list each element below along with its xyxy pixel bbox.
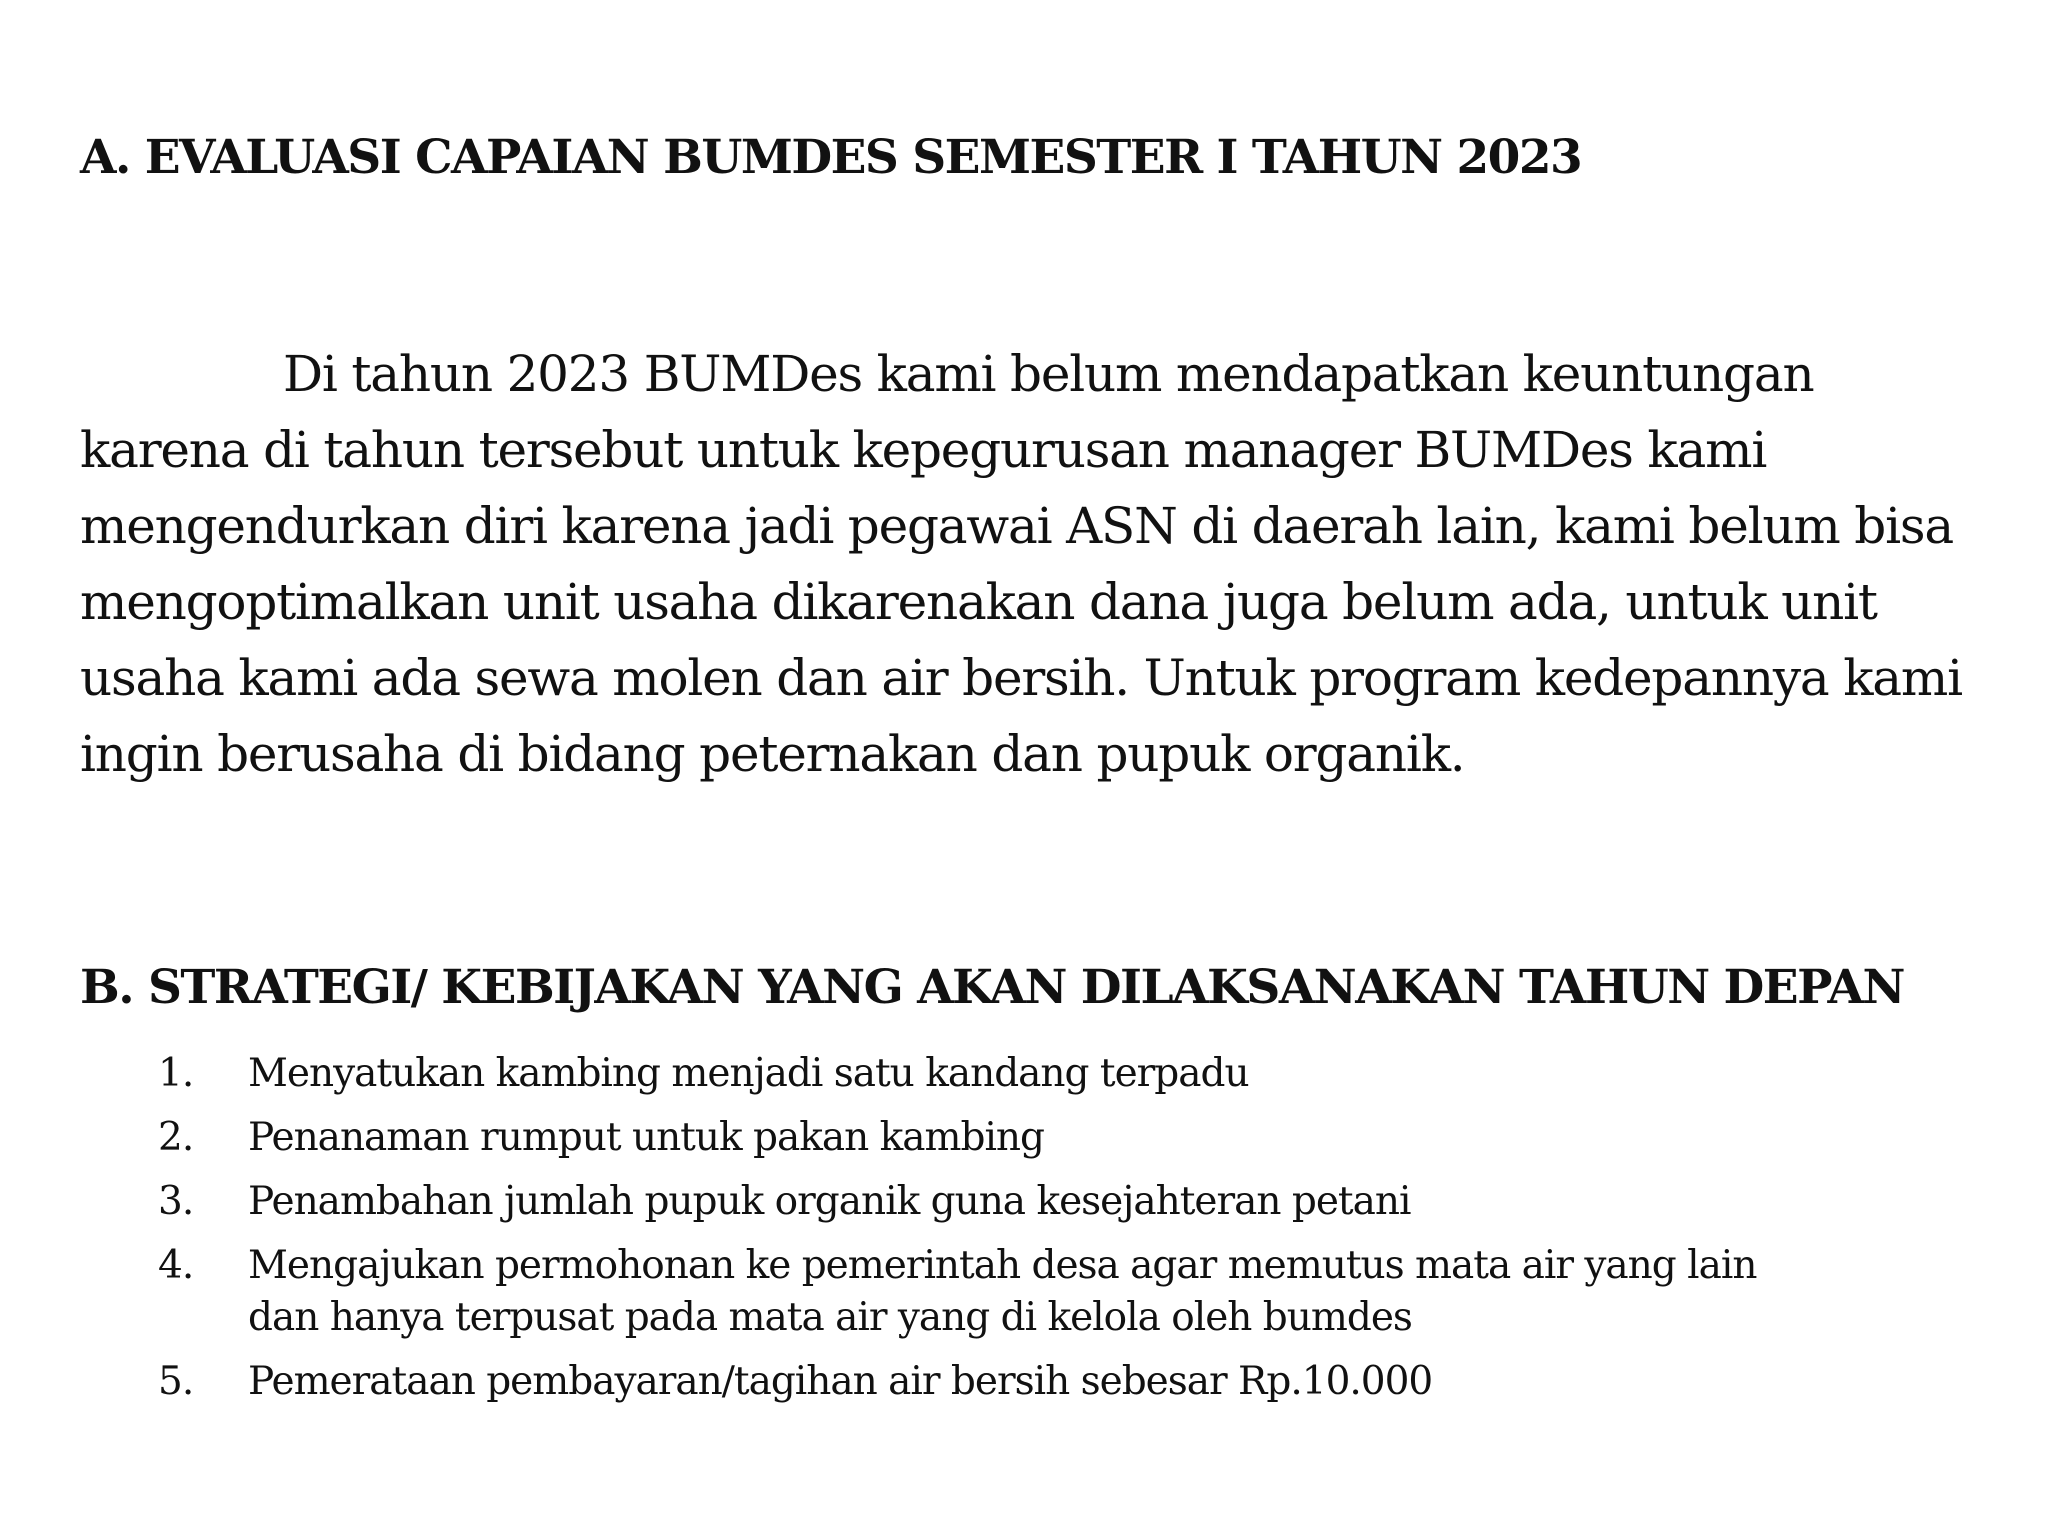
list-item [80,1240,1960,1344]
list-item [80,1048,1960,1100]
list-item-number: 4. [158,1243,194,1288]
strategy-list [80,1048,1960,1420]
list-item [80,1356,1960,1408]
list-item-text: Penanaman rumput untuk pakan kambing [248,1115,1045,1160]
section-b-heading: B. STRATEGI/ KEBIJAKAN YANG AKAN DILAKSANAKAN TAHUN DEPAN [80,960,1904,1015]
section-a-paragraph: Di tahun 2023 BUMDes kami belum mendapatkan keuntungan karena di tahun tersebut untuk kepegurusan manager BUMDes kami mengendurkan diri karena jadi pegawai ASN di daerah lain, kami belum bisa mengoptimalkan unit usaha dikarenakan dana juga belum ada, untuk unit usaha kami ada sewa molen dan air bersih. Untuk program kedepannya kami ingin berusaha di bidang peternakan dan pupuk organik. [80,345,1962,783]
list-item-text: Pemerataan pembayaran/tagihan air bersih sebesar Rp.10.000 [248,1359,1433,1404]
list-item-number: 1. [158,1051,194,1096]
list-item [80,1112,1960,1164]
list-item-text: Menyatukan kambing menjadi satu kandang terpadu [248,1051,1249,1096]
list-item-text: Mengajukan permohonan ke pemerintah desa agar memutus mata air yang lain dan hanya terpusat pada mata air yang di kelola oleh bumdes [248,1243,1757,1340]
list-item-text: Penambahan jumlah pupuk organik guna kesejahteran petani [248,1179,1411,1224]
list-item-number: 2. [158,1115,194,1160]
list-item-number: 3. [158,1179,194,1224]
list-item [80,1176,1960,1228]
section-a-heading: A. EVALUASI CAPAIAN BUMDES SEMESTER I TAHUN 2023 [80,130,1582,185]
list-item-number: 5. [158,1359,194,1404]
